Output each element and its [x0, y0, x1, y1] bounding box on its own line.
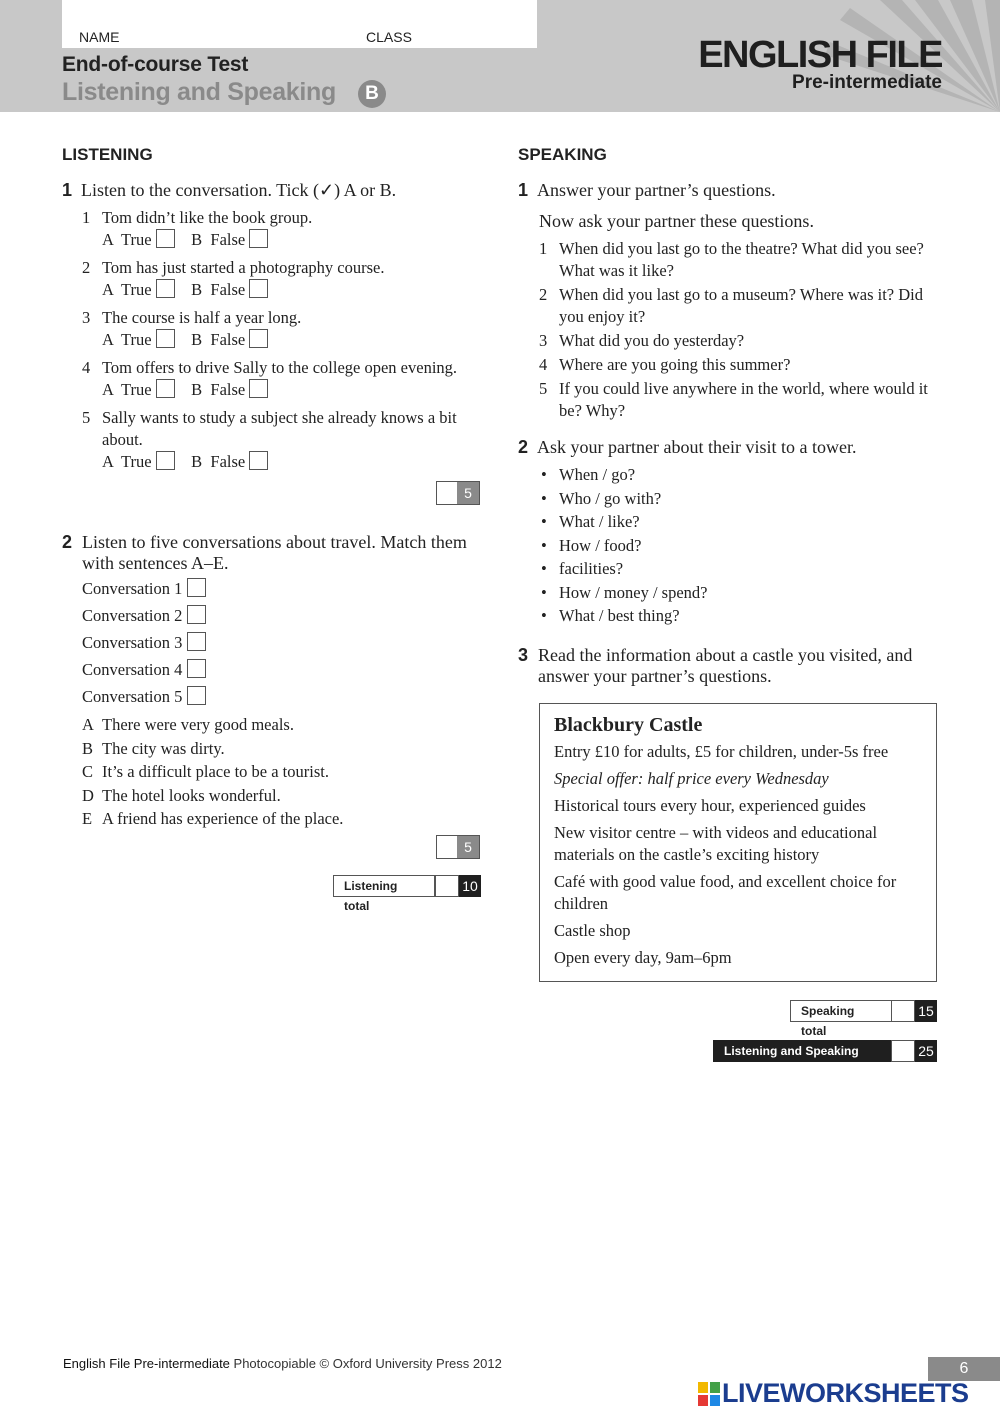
answer-box[interactable] — [187, 605, 206, 624]
castle-entry: Entry £10 for adults, £5 for children, under-5s free — [554, 742, 889, 761]
question-instruction: Listen to the conversation. Tick (✓) A or B. — [81, 180, 397, 200]
castle-tours: Historical tours every hour, experienced guides — [554, 796, 866, 815]
list-item: • What / best thing? — [539, 604, 707, 628]
castle-title: Blackbury Castle — [554, 714, 703, 736]
speaking-question-3: 3 Read the information about a castle you visited, and answer your partner’s questions. — [518, 645, 913, 686]
listening-heading: LISTENING — [62, 145, 153, 164]
tickbox-b[interactable] — [249, 379, 268, 398]
list-item: E A friend has experience of the place. — [82, 809, 344, 828]
list-item: 3 The course is half a year long. A True B False — [82, 308, 302, 349]
list-item: 3 What did you do yesterday? — [539, 331, 745, 350]
tickbox-a[interactable] — [156, 451, 175, 470]
score-box: 5 — [436, 481, 480, 505]
listening-q1-items — [82, 207, 482, 473]
list-item: 4 Tom offers to drive Sally to the college open evening. A True B False — [82, 358, 458, 399]
castle-cafe: Café with good value food, and excellent choice for children — [554, 872, 897, 913]
total-input[interactable] — [891, 1040, 915, 1062]
answer-box[interactable] — [187, 632, 206, 651]
list-item: • How / money / spend? — [539, 581, 707, 605]
listening-question-1 — [62, 180, 482, 201]
list-item: 1 Tom didn’t like the book group. A True B False — [82, 208, 313, 249]
list-item: Conversation 2 — [82, 605, 206, 632]
castle-offer: Special offer: half price every Wednesday — [554, 769, 829, 788]
speaking-q1-items — [539, 238, 939, 422]
list-item: 5 Sally wants to study a subject she already knows a bit about. A True B False — [82, 408, 457, 471]
test-title: End-of-course Test — [62, 53, 249, 76]
list-item: • facilities? — [539, 557, 707, 581]
brand-subtitle: Pre-intermediate — [792, 72, 942, 93]
list-item: 1 When did you last go to the theatre? What did you see? What was it like? — [539, 239, 924, 280]
liveworksheets-logo-icon — [698, 1382, 720, 1411]
score-input[interactable] — [437, 482, 457, 504]
tickbox-a[interactable] — [156, 329, 175, 348]
list-item: • When / go? — [539, 463, 707, 487]
list-item: 2 When did you last go to a museum? Where was it? Did you enjoy it? — [539, 285, 923, 326]
answer-box[interactable] — [187, 659, 206, 678]
question-number: 1 — [62, 180, 73, 200]
list-item: Conversation 3 — [82, 632, 206, 659]
name-class-box — [62, 0, 537, 48]
speaking-sub-instruction: Now ask your partner these questions. — [539, 211, 814, 231]
castle-visitor-centre: New visitor centre – with videos and educational materials on the castle’s exciting history — [554, 823, 878, 864]
tickbox-b[interactable] — [249, 279, 268, 298]
speaking-question-2: 2 Ask your partner about their visit to a tower. — [518, 437, 857, 457]
castle-info-box — [539, 703, 937, 982]
list-item: B The city was dirty. — [82, 738, 225, 758]
score-box: 5 — [436, 835, 480, 859]
answer-box[interactable] — [187, 578, 206, 597]
list-item: Conversation 5 — [82, 686, 206, 713]
list-item: 4 Where are you going this summer? — [539, 355, 791, 374]
castle-shop: Castle shop — [554, 921, 631, 940]
name-label: NAME — [79, 29, 120, 45]
footer-copyright: English File Pre-intermediate Photocopiable © Oxford University Press 2012 — [63, 1356, 502, 1371]
class-label: CLASS — [366, 29, 412, 45]
tickbox-a[interactable] — [156, 279, 175, 298]
tickbox-b[interactable] — [249, 451, 268, 470]
list-item: C It’s a difficult place to be a tourist. — [82, 762, 329, 781]
list-item: • Who / go with? — [539, 487, 707, 511]
list-item: A There were very good meals. — [82, 715, 294, 734]
tower-question-prompts — [539, 463, 707, 628]
list-item: 5 If you could live anywhere in the world, where would it be? Why? — [539, 379, 928, 420]
brand-title: ENGLISH FILE — [698, 34, 942, 76]
score-input[interactable] — [437, 836, 457, 858]
tickbox-a[interactable] — [156, 229, 175, 248]
total-input[interactable] — [435, 875, 459, 897]
listening-total: Listening total 10 — [333, 875, 481, 897]
tickbox-b[interactable] — [249, 329, 268, 348]
tickbox-b[interactable] — [249, 229, 268, 248]
speaking-heading: SPEAKING — [518, 145, 607, 164]
list-item: • What / like? — [539, 510, 707, 534]
page-header — [0, 0, 1000, 112]
list-item: D The hotel looks wonderful. — [82, 785, 281, 805]
liveworksheets-watermark: LIVEWORKSHEETS — [722, 1378, 969, 1408]
test-subtitle: Listening and Speaking — [62, 78, 336, 106]
page-number: 6 — [928, 1357, 1000, 1381]
list-item: Conversation 1 — [82, 578, 206, 605]
speaking-question-1: 1 Answer your partner’s questions. — [518, 180, 776, 200]
list-item: Conversation 4 — [82, 659, 206, 686]
version-badge: B — [358, 80, 386, 108]
speaking-total: Speaking total 15 — [790, 1000, 937, 1022]
list-item: 2 Tom has just started a photography course. A True B False — [82, 258, 385, 299]
listening-question-2: 2 Listen to five conversations about travel. Match them with sentences A–E. — [62, 532, 467, 573]
conversation-list — [82, 578, 206, 713]
total-input[interactable] — [891, 1000, 915, 1022]
castle-hours: Open every day, 9am–6pm — [554, 948, 732, 967]
list-item: • How / food? — [539, 534, 707, 558]
answer-box[interactable] — [187, 686, 206, 705]
sentence-list — [82, 714, 343, 832]
listening-speaking-total: Listening and Speaking total 25 — [713, 1040, 937, 1062]
tickbox-a[interactable] — [156, 379, 175, 398]
